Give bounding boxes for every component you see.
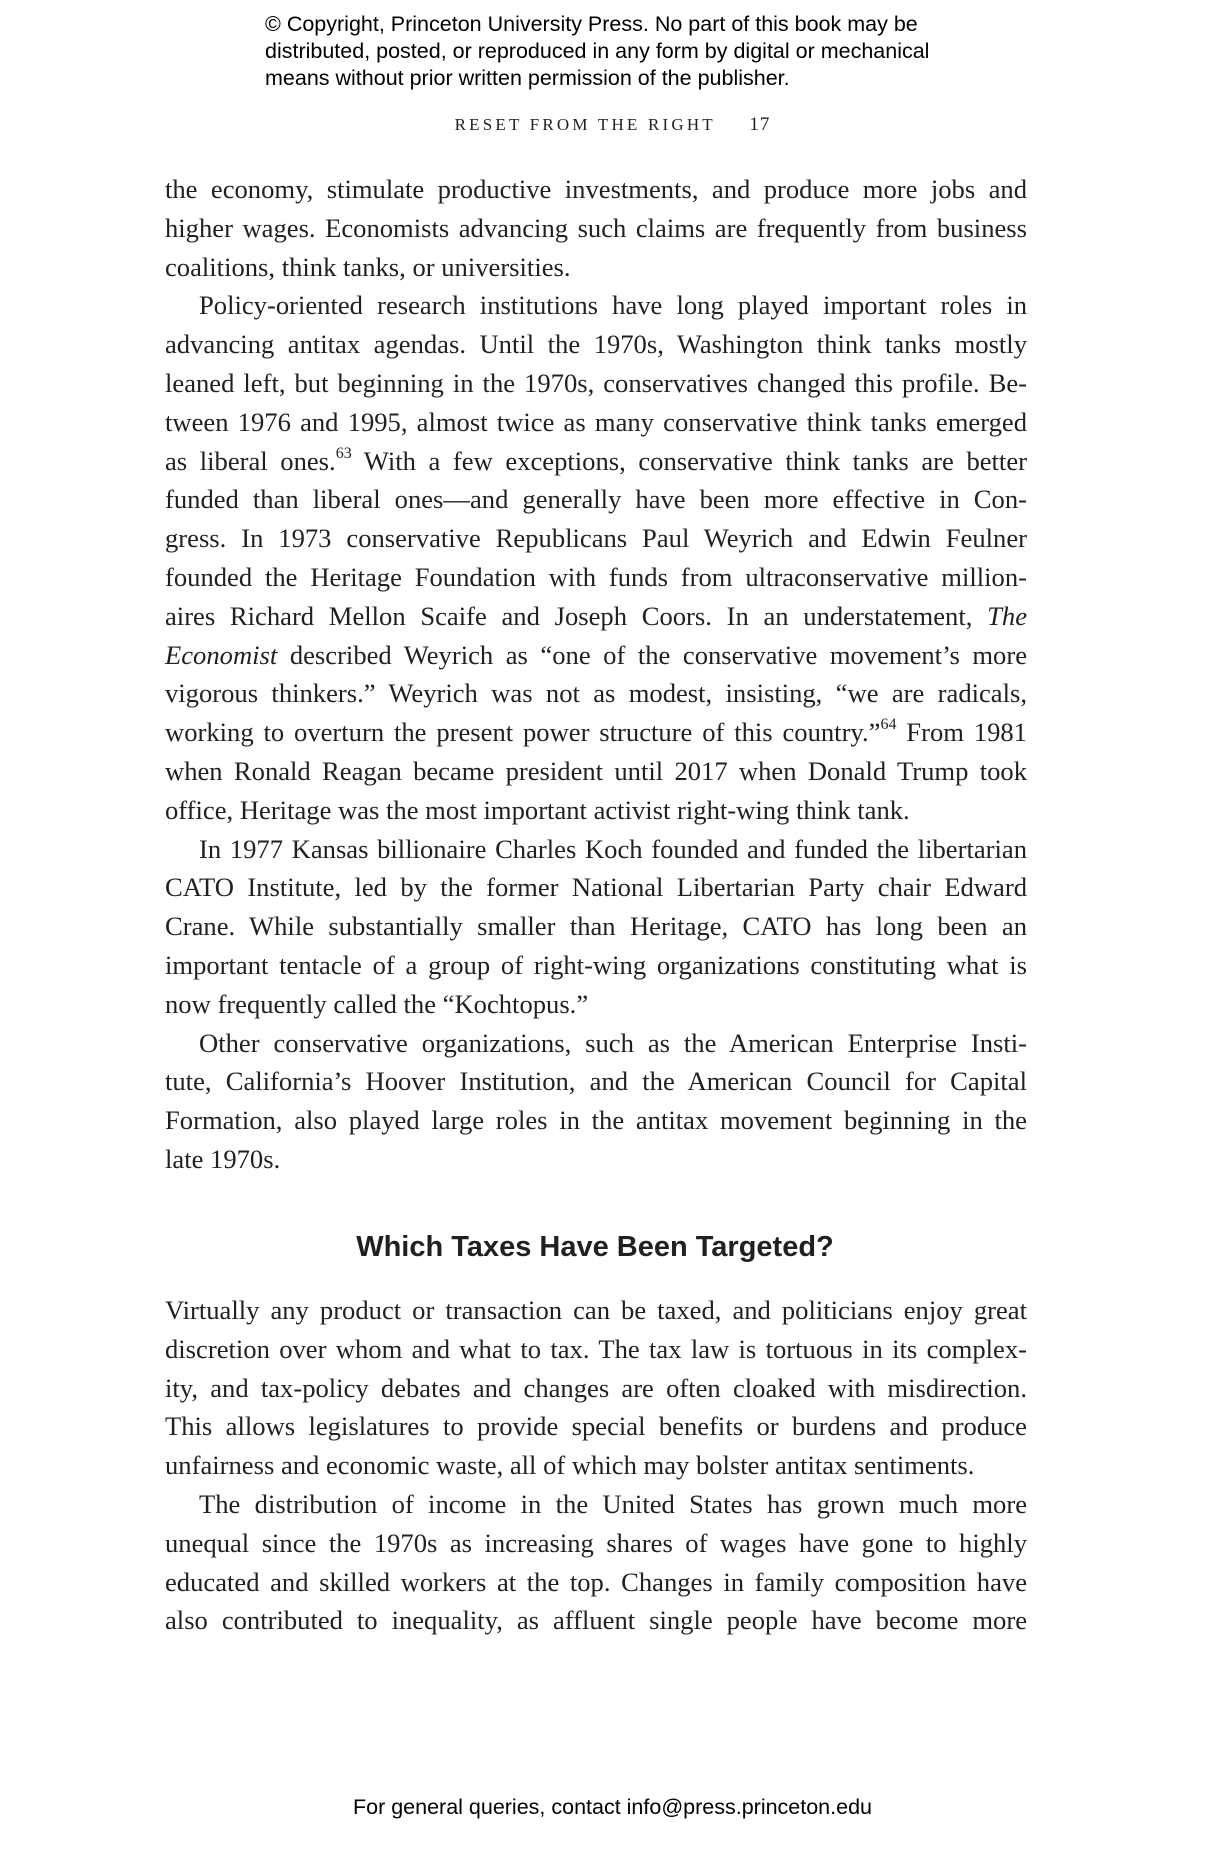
text-line	[165, 442, 1027, 481]
text-line: vigorous thinkers.” Weyrich was not as modest, insisting, “we are radicals,	[165, 678, 1027, 709]
text-line: Crane. While substantially smaller than Heritage, CATO has long been an	[165, 911, 1027, 942]
text-line: important tentacle of a group of right-wing organizations constituting what is	[165, 949, 1027, 980]
text-line: tute, California’s Hoover Institution, and the American Council for Capital	[165, 1066, 1027, 1097]
running-head	[0, 114, 1225, 136]
text-line: now frequently called the “Kochtopus.”	[165, 988, 589, 1019]
text-line: gress. In 1973 conservative Republicans Paul Weyrich and Edwin Feulner	[165, 523, 1027, 554]
text-line	[165, 636, 1027, 675]
text-line: ity, and tax-policy debates and changes are often cloaked with misdirection.	[165, 1372, 1027, 1403]
publication-title: Economist	[165, 639, 278, 670]
text-line: Virtually any product or transaction can be taxed, and politicians enjoy great	[165, 1295, 1027, 1325]
text-line: discretion over whom and what to tax. The tax law is tortuous in its complex-	[165, 1333, 1027, 1364]
copyright-line: distributed, posted, or reproduced in any form by digital or mechanical	[265, 39, 930, 63]
text-segment: working to overturn the present power structure of this country.”	[165, 717, 881, 748]
text-segment: as liberal ones.	[165, 445, 336, 476]
text-segment: From 1981	[896, 717, 1027, 748]
text-line: funded than liberal ones—and generally have been more effective in Con-	[165, 484, 1027, 515]
text-line: This allows legislatures to provide special benefits or burdens and produce	[165, 1411, 1027, 1442]
text-line	[165, 713, 1027, 752]
copyright-line: © Copyright, Princeton University Press. No part of this book may be	[265, 12, 918, 36]
copyright-notice	[265, 11, 1025, 92]
text-line: tween 1976 and 1995, almost twice as many conservative think tanks emerged	[165, 406, 1027, 437]
text-line: when Ronald Reagan became president until 2017 when Donald Trump took	[165, 755, 1027, 786]
text-line: CATO Institute, led by the former National Libertarian Party chair Edward	[165, 872, 1027, 903]
text-line: the economy, stimulate productive investments, and produce more jobs and	[165, 174, 1027, 204]
page-number: 17	[749, 114, 771, 135]
text-line: office, Heritage was the most important activist right-wing think tank.	[165, 794, 910, 825]
text-line: The distribution of income in the United States has grown much more	[199, 1488, 1027, 1519]
publication-title: The	[987, 600, 1027, 631]
text-line: unfairness and economic waste, all of which may bolster antitax sentiments.	[165, 1450, 975, 1481]
text-line: founded the Heritage Foundation with funds from ultraconservative million-	[165, 561, 1027, 592]
text-line: leaned left, but beginning in the 1970s, conservatives changed this profile. Be-	[165, 367, 1027, 398]
text-line: unequal since the 1970s as increasing shares of wages have gone to highly	[165, 1527, 1027, 1558]
section-heading: Which Taxes Have Been Targeted?	[356, 1231, 834, 1263]
text-line: late 1970s.	[165, 1143, 281, 1174]
text-line: Formation, also played large roles in the antitax movement beginning in the	[165, 1105, 1027, 1136]
text-line: Policy-oriented research institutions have long played important roles in	[199, 290, 1027, 321]
text-line: also contributed to inequality, as affluent single people have become more	[165, 1605, 1027, 1636]
text-line: advancing antitax agendas. Until the 1970s, Washington think tanks mostly	[165, 329, 1027, 360]
text-line: higher wages. Economists advancing such claims are frequently from business	[165, 212, 1027, 243]
text-line: educated and skilled workers at the top. Changes in family composition have	[165, 1566, 1027, 1597]
text-line: In 1977 Kansas billionaire Charles Koch founded and funded the libertarian	[199, 833, 1027, 864]
text-line: coalitions, think tanks, or universities.	[165, 251, 571, 282]
text-segment: described Weyrich as “one of the conservative movement’s more	[277, 639, 1027, 670]
text-segment: aires Richard Mellon Scaife and Joseph Coors. In an understatement,	[165, 600, 988, 631]
body-text-after-heading	[165, 1291, 1027, 1640]
text-segment: With a few exceptions, conservative think tanks are better	[351, 445, 1027, 476]
body-text-before-heading	[165, 170, 1027, 1179]
footnote-marker: 64	[880, 716, 897, 734]
copyright-line: means without prior written permission of the publisher.	[265, 66, 790, 90]
text-line	[165, 597, 1027, 636]
footnote-marker: 63	[335, 444, 352, 462]
text-line: Other conservative organizations, such as the American Enterprise Insti-	[199, 1027, 1027, 1058]
running-head-title: RESET FROM THE RIGHT	[454, 115, 716, 134]
footer-contact: For general queries, contact info@press.princeton.edu	[352, 1795, 872, 1819]
